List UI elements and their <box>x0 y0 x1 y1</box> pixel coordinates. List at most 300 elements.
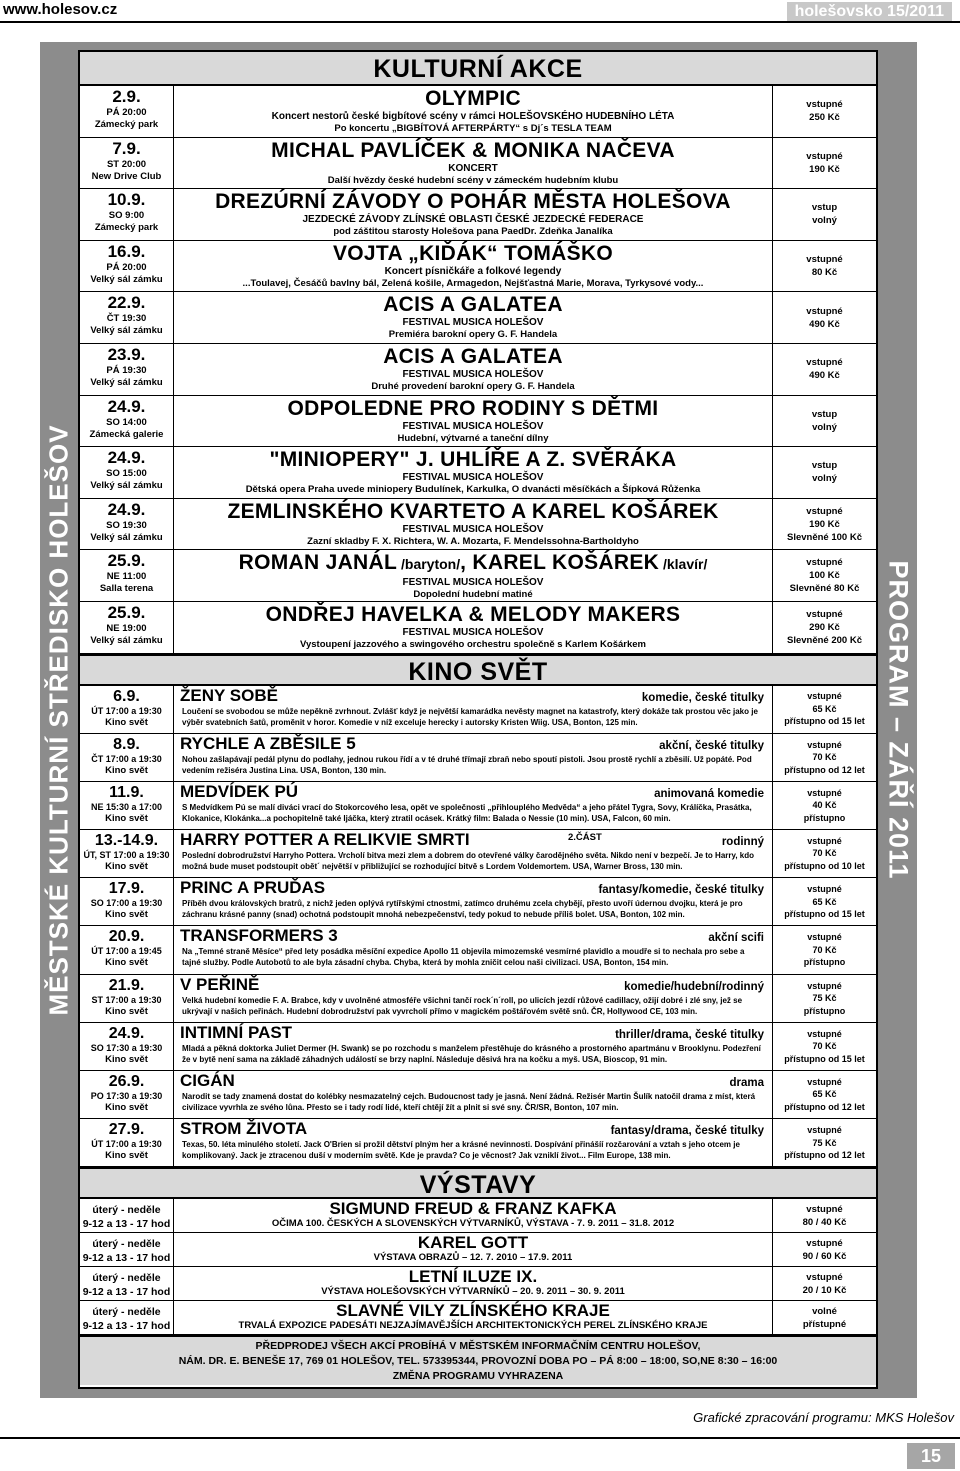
akce-list <box>80 86 876 654</box>
film-description: Poslední dobrodružství Harryho Pottera. Vrcholí bitva mezi zlem a dobrem do otevřené války čarodějného světa. Nikdo není v bezpečí. Je to Harry, kdo možná bude muset podstoupit obět´ největší v přibližující se rozhodující bitvě s Lordem Voldemortem. USA, Warner Bross, 130 min. <box>182 851 755 872</box>
event-title-text: ONDŘEJ HAVELKA & MELODY MAKERS <box>265 602 681 626</box>
exhibition-price-cell <box>772 1199 876 1232</box>
film-title: MEDVÍDEK PÚ <box>180 781 299 801</box>
event-row <box>80 396 876 448</box>
event-title-text: VOJTA „KIĎÁK“ TOMÁŠKO <box>332 241 614 265</box>
film-time: ST 17:00 a 19:30 <box>91 994 162 1005</box>
film-date: 13.-14.9. <box>94 832 159 850</box>
film-title: RYCHLE A ZBĚSILE 5 <box>180 733 356 753</box>
price-label: vstup <box>811 460 838 472</box>
event-title <box>174 447 772 472</box>
film-time: SO 17:00 a 19:30 <box>90 898 163 909</box>
presale-info <box>80 1335 876 1385</box>
film-genre: komedie, české titulky <box>641 691 764 704</box>
section-title-kulturni-akce: KULTURNÍ AKCE <box>80 52 876 86</box>
exhibition-title: SIGMUND FREUD & FRANZ KAFKA <box>329 1199 617 1219</box>
page-number: 15 <box>907 1443 955 1469</box>
event-main-cell <box>174 86 772 137</box>
film-title: ŽENY SOBĚ <box>180 685 278 705</box>
event-date: 23.9. <box>107 344 146 364</box>
event-detail: Druhé provedení barokní opery G. F. Handela <box>371 380 575 392</box>
film-price-cell <box>772 878 876 925</box>
event-time: SO 14:00 <box>106 416 147 428</box>
exhibition-row <box>80 1199 876 1233</box>
right-side-text: PROGRAM – ZÁŘÍ 2011 <box>883 560 914 880</box>
event-detail: Hudební, výtvarné a taneční dílny <box>397 432 549 444</box>
film-date-cell <box>80 878 174 925</box>
film-date-cell <box>80 975 174 1022</box>
film-date: 24.9. <box>108 1024 145 1042</box>
price-discount: Slevněné 100 Kč <box>787 531 862 543</box>
film-description: Texas, 50. léta minulého století. Jack O'Brien si prožil dětství plným her a krásné nevinnosti. Dospívání přinášíí rozčarování a vztah s jeho otcem je komplikovaný. Jack je ztracenou duší v moderním světě. Kde je pravda? Co je věcnost? Jak vzniklí život... Film Europe, 138 min. <box>182 1140 740 1161</box>
film-part-note: 2.ČÁST <box>568 832 602 844</box>
film-date: 20.9. <box>108 928 145 946</box>
event-time: SO 9:00 <box>108 210 145 222</box>
film-main-cell <box>174 878 772 925</box>
event-price-cell <box>772 241 876 292</box>
event-place: Salla terena <box>99 583 154 595</box>
event-date: 16.9. <box>107 241 146 261</box>
film-place: Kino svět <box>105 716 148 728</box>
event-subtitle: FESTIVAL MUSICA HOLEŠOV <box>402 420 544 432</box>
event-date-cell <box>80 138 174 189</box>
film-place: Kino svět <box>105 812 148 824</box>
event-date-cell <box>80 602 174 653</box>
film-main-cell <box>174 1071 772 1118</box>
film-genre: komedie/hudební/rodinný <box>624 980 764 993</box>
film-genre: fantasy/komedie, české titulky <box>598 884 764 897</box>
price-label: vstupné <box>807 691 842 702</box>
event-detail: Vystoupení jazzového a swingového orchestru společně s Karlem Košárkem <box>300 638 646 650</box>
event-place: Zámecká galerie <box>89 428 164 440</box>
price-discount: Slevněné 200 Kč <box>787 634 862 646</box>
event-detail: Premiéra barokní opery G. F. Handela <box>388 329 558 341</box>
price-value: 40 Kč <box>812 800 837 811</box>
event-price-cell <box>772 189 876 240</box>
event-time: PÁ 20:00 <box>106 261 147 273</box>
exhibition-main-cell <box>174 1199 772 1232</box>
price-label: vstupné <box>806 254 843 266</box>
event-time: NE 11:00 <box>106 571 147 583</box>
event-place: New Drive Club <box>91 170 162 182</box>
event-title <box>174 189 772 214</box>
film-place: Kino svět <box>105 909 148 921</box>
film-genre: animovaná komedie <box>654 787 764 800</box>
exhibition-days-cell <box>80 1199 174 1232</box>
event-date-cell <box>80 344 174 395</box>
event-date-cell <box>80 447 174 498</box>
event-main-cell <box>174 138 772 189</box>
film-title: CIGÁN <box>180 1071 235 1091</box>
event-time: ST 20:00 <box>106 158 147 170</box>
event-title <box>174 396 772 421</box>
event-place: Zámecký park <box>94 119 159 130</box>
event-title-text: DREZÚRNÍ ZÁVODY O POHÁR MĚSTA HOLEŠOVA <box>215 190 731 214</box>
event-title-text: OLYMPIC <box>425 87 521 110</box>
event-date: 24.9. <box>107 448 146 468</box>
event-date: 22.9. <box>107 293 146 313</box>
exhibition-main-cell <box>174 1233 772 1266</box>
event-detail: ...Toulavej, Česáčů bavlny bál, Zelená košile, Armagedon, Nejšťastná Marie, Morava, Tyrkysové vody... <box>242 277 704 289</box>
price-value: 190 Kč <box>809 518 840 530</box>
event-title <box>174 602 772 627</box>
film-row <box>80 1023 876 1071</box>
issue-label: holešovsko 15/2011 <box>787 2 952 22</box>
film-title: INTIMNÍ PAST <box>180 1022 293 1042</box>
event-row <box>80 499 876 551</box>
film-date: 8.9. <box>113 735 140 753</box>
film-title: STROM ŽIVOTA <box>180 1119 308 1139</box>
price-label: vstupné <box>806 1203 843 1215</box>
event-date-cell <box>80 396 174 447</box>
price-value: 65 Kč <box>812 1089 837 1100</box>
event-date: 24.9. <box>107 499 146 519</box>
page-header <box>0 0 960 24</box>
event-date-cell <box>80 550 174 601</box>
event-row <box>80 241 876 293</box>
age-rating: přístupno od 15 let <box>784 1053 865 1064</box>
event-time: PÁ 20:00 <box>106 107 147 118</box>
film-row <box>80 1119 876 1167</box>
price-label: vstupné <box>807 932 842 943</box>
event-price-cell <box>772 292 876 343</box>
exhibition-row <box>80 1267 876 1301</box>
exhibition-days-cell <box>80 1267 174 1300</box>
event-row <box>80 292 876 344</box>
exhibition-days: úterý - neděle <box>92 1272 161 1285</box>
event-title <box>174 499 772 524</box>
event-row <box>80 344 876 396</box>
exhibition-days: úterý - neděle <box>92 1238 161 1251</box>
exhibition-main-cell <box>174 1267 772 1300</box>
event-subtitle: FESTIVAL MUSICA HOLEŠOV <box>402 523 544 535</box>
age-rating: přístupno od 10 let <box>784 860 865 871</box>
exhibition-title: KAREL GOTT <box>417 1233 529 1253</box>
film-main-cell <box>174 734 772 781</box>
event-subtitle: FESTIVAL MUSICA HOLEŠOV <box>402 626 544 638</box>
price-label: vstupné <box>806 608 843 620</box>
film-time: NE 15:30 a 17:00 <box>90 801 163 812</box>
film-genre: fantasy/drama, české titulky <box>610 1125 764 1138</box>
program-table <box>78 50 878 1389</box>
exhibition-price-cell <box>772 1233 876 1266</box>
event-row <box>80 602 876 654</box>
exhibition-days: úterý - neděle <box>92 1204 161 1217</box>
event-date: 2.9. <box>112 87 141 106</box>
left-side-banner <box>40 380 78 1060</box>
exhibition-price-cell <box>772 1301 876 1334</box>
event-price-cell <box>772 447 876 498</box>
event-row <box>80 550 876 602</box>
event-subtitle: Koncert písničkáře a folkové legendy <box>384 265 562 277</box>
film-main-cell <box>174 926 772 973</box>
film-title: V PEŘINĚ <box>180 974 260 994</box>
price-value: 20 / 10 Kč <box>802 1284 847 1296</box>
film-date-cell <box>80 782 174 829</box>
price-label: vstupné <box>807 835 842 846</box>
film-place: Kino svět <box>105 764 148 776</box>
event-main-cell <box>174 499 772 550</box>
event-place: Velký sál zámku <box>90 325 163 337</box>
event-price-cell <box>772 138 876 189</box>
exhibition-price-cell <box>772 1267 876 1300</box>
event-place: Velký sál zámku <box>90 531 163 543</box>
film-description: Loučení se svobodou se může nepěkně zvrhnout. Zvlášť když je největší kamarádka nevěsty magnet na katastrofy, který dokáže tak prostou věc jako je výběr svatebních šatů, proměnit v horor. Komedie v níž exceluje herecky i autorsky Kristen Wiig. USA, Bonton, 125 min. <box>182 706 758 727</box>
event-subtitle: Koncert nestorů české bigbítové scény v rámci HOLEŠOVSKÉHO HUDEBNÍHO LÉTA <box>271 111 675 122</box>
price-value: 65 Kč <box>812 896 837 907</box>
event-title-text: MICHAL PAVLÍČEK & MONIKA NAČEVA <box>271 138 675 162</box>
event-price-cell <box>772 550 876 601</box>
event-price-cell <box>772 499 876 550</box>
price-label: volné <box>812 1305 837 1317</box>
site-url[interactable]: www.holesov.cz <box>3 1 118 18</box>
event-title-text: "MINIOPERY" J. UHLÍŘE A Z. SVĚRÁKA <box>269 448 677 472</box>
event-subtitle: KONCERT <box>448 162 498 174</box>
footer-rule <box>0 1437 960 1439</box>
event-date-cell <box>80 292 174 343</box>
age-rating: přístupno <box>803 957 846 968</box>
exhibition-detail: VÝSTAVA OBRAZŮ – 12. 7. 2010 – 17.9. 2011 <box>373 1252 573 1264</box>
film-row <box>80 782 876 830</box>
event-time: PÁ 19:30 <box>106 364 147 376</box>
exhibition-hours: 9-12 a 13 - 17 hod <box>82 1320 171 1333</box>
event-title-role: /baryton/ <box>397 556 461 573</box>
film-date-cell <box>80 926 174 973</box>
event-row <box>80 447 876 499</box>
event-main-cell <box>174 602 772 653</box>
price-value: 80 Kč <box>811 267 838 279</box>
price-label: vstup <box>811 408 838 420</box>
film-place: Kino svět <box>105 1005 148 1017</box>
header-rule <box>0 21 960 23</box>
exhibition-detail: OČIMA 100. ČESKÝCH A SLOVENSKÝCH VÝTVARNÍKŮ, VÝSTAVA - 7. 9. 2011 – 31.8. 2012 <box>271 1218 675 1230</box>
event-title-text: ROMAN JANÁL <box>238 551 398 575</box>
price-label: vstupné <box>807 980 842 991</box>
film-date-cell <box>80 1071 174 1118</box>
event-subtitle: FESTIVAL MUSICA HOLEŠOV <box>402 368 544 380</box>
event-detail: Po koncertu „BIGBÍTOVÁ AFTERPÁRTY“ s Dj´s TESLA TEAM <box>334 123 612 134</box>
price-value: přístupné <box>802 1318 847 1330</box>
film-price-cell <box>772 926 876 973</box>
film-title: HARRY POTTER A RELIKVIE SMRTI <box>180 830 470 850</box>
event-date: 10.9. <box>107 190 146 210</box>
event-subtitle: FESTIVAL MUSICA HOLEŠOV <box>402 317 544 329</box>
price-discount: Slevněné 80 Kč <box>789 583 860 595</box>
event-main-cell <box>174 241 772 292</box>
film-time: ÚT 17:00 a 19:45 <box>91 946 162 957</box>
price-value: 75 Kč <box>812 1137 837 1148</box>
event-detail: Dětská opera Praha uvede miniopery Budulínek, Karkulka, O dvanácti měsíčkách a Šípková Růženka <box>245 484 701 496</box>
film-date: 26.9. <box>108 1073 145 1091</box>
event-main-cell <box>174 447 772 498</box>
film-row <box>80 734 876 782</box>
film-price-cell <box>772 1119 876 1166</box>
film-main-cell <box>174 830 772 877</box>
event-price-cell <box>772 602 876 653</box>
event-title-text-2: , KAREL KOŠÁREK <box>460 551 660 575</box>
event-detail: Zazní skladby F. X. Richtera, W. A. Mozarta, F. Mendelssohna-Bartholdyho <box>307 535 639 547</box>
event-title <box>174 292 772 317</box>
price-label: vstupné <box>806 505 843 517</box>
film-place: Kino svět <box>105 1150 148 1162</box>
presale-line-2: NÁM. DR. E. BENEŠE 17, 769 01 HOLEŠOV, TEL. 573395344, PROVOZNÍ DOBA PO – PÁ 8:00 – 18:00, SO,NE 8:30 – 16:00 <box>178 1355 778 1368</box>
event-date: 25.9. <box>107 602 146 622</box>
price-value: 70 Kč <box>812 944 837 955</box>
film-description: Na „Temné straně Měsíce“ před lety posádka měsíční expedice Apollo 11 objevila mimozemské vesmírné plavidlo a moudře si to nechala pro sebe a tajné služby. Podle Autobotů to ale byla zásadní chyba. Chyba, která by mohla zničit celou naši civilizaci. USA, Bonton, 154 min. <box>182 947 745 968</box>
event-time: NE 19:00 <box>106 622 147 634</box>
film-main-cell <box>174 975 772 1022</box>
event-row <box>80 86 876 138</box>
film-time: ÚT 17:00 a 19:30 <box>91 705 162 716</box>
exhibition-row <box>80 1233 876 1267</box>
age-rating: přístupno od 12 let <box>784 1101 865 1112</box>
event-date-cell <box>80 241 174 292</box>
film-main-cell <box>174 782 772 829</box>
left-side-text: MĚSTSKÉ KULTURNÍ STŘEDISKO HOLEŠOV <box>43 424 74 1016</box>
film-description: Mladá a pěkná doktorka Juliet Dermer (H. Swank) se po rozchodu s manželem přestěhuje do krásného a prostorného apartmánu v Brooklynu. Podezření že v bytě není sama na základě záhadných událostí se brzy naplní. Následuje děsivá hra na kočku a myš. USA, Bioscop, 91 min. <box>182 1043 761 1064</box>
credit-line: Grafické zpracování programu: MKS Holešov <box>693 1410 954 1425</box>
event-main-cell <box>174 344 772 395</box>
film-date: 17.9. <box>108 880 145 898</box>
film-row <box>80 1071 876 1119</box>
event-row <box>80 138 876 190</box>
event-time: SO 19:30 <box>106 519 147 531</box>
price-label: vstupné <box>807 1125 842 1136</box>
event-title <box>174 344 772 369</box>
exhibition-detail: TRVALÁ EXPOZICE PADESÁTI NEJZAJÍMAVĚJŠÍCH ARCHITEKTONICKÝCH PEREL ZLÍNSKÉHO KRAJE <box>238 1320 708 1332</box>
price-label: vstupné <box>806 1271 843 1283</box>
price-label: vstupné <box>806 357 843 369</box>
event-title-text: ZEMLINSKÉHO KVARTETO A KAREL KOŠÁREK <box>227 499 719 523</box>
film-row <box>80 878 876 926</box>
price-label: vstup <box>811 202 838 214</box>
price-label: vstupné <box>807 884 842 895</box>
event-date-cell <box>80 86 174 137</box>
exhibition-main-cell <box>174 1301 772 1334</box>
price-value: volný <box>812 421 837 433</box>
price-value: 90 / 60 Kč <box>802 1250 847 1262</box>
age-rating: přístupno od 15 let <box>784 716 865 727</box>
film-date: 27.9. <box>108 1121 145 1139</box>
event-subtitle: FESTIVAL MUSICA HOLEŠOV <box>402 577 544 589</box>
film-date-cell <box>80 734 174 781</box>
film-title: TRANSFORMERS 3 <box>180 926 338 946</box>
exhibition-title: LETNÍ ILUZE IX. <box>408 1267 538 1287</box>
event-main-cell <box>174 396 772 447</box>
exhibition-detail: VÝSTAVA HOLEŠOVSKÝCH VÝTVARNÍKŮ – 20. 9. 2011 – 30. 9. 2011 <box>321 1286 625 1298</box>
film-time: SO 17:30 a 19:30 <box>90 1042 163 1053</box>
film-genre: akční, české titulky <box>659 739 764 752</box>
event-price-cell <box>772 344 876 395</box>
event-detail: Dopolední hudební matiné <box>413 589 533 601</box>
price-value: 250 Kč <box>809 112 840 124</box>
film-place: Kino svět <box>105 1053 148 1065</box>
event-place: Velký sál zámku <box>90 273 163 285</box>
film-price-cell <box>772 782 876 829</box>
price-value: 80 / 40 Kč <box>802 1216 847 1228</box>
event-place: Velký sál zámku <box>90 376 163 388</box>
price-label: vstupné <box>806 1237 843 1249</box>
film-place: Kino svět <box>105 861 148 873</box>
event-main-cell <box>174 189 772 240</box>
price-value: 75 Kč <box>812 993 837 1003</box>
event-price-cell <box>772 86 876 137</box>
event-subtitle: FESTIVAL MUSICA HOLEŠOV <box>402 472 544 484</box>
price-label: vstupné <box>806 305 843 317</box>
film-time: PO 17:30 a 19:30 <box>90 1091 163 1102</box>
film-date: 6.9. <box>113 687 140 705</box>
price-value: 490 Kč <box>809 318 840 330</box>
event-title <box>174 241 772 266</box>
event-title-text: ACIS A GALATEA <box>383 344 563 368</box>
event-title <box>174 86 772 111</box>
event-date: 24.9. <box>107 396 146 416</box>
film-title: PRINC A PRUĎAS <box>180 878 326 898</box>
film-row <box>80 926 876 974</box>
price-label: vstupné <box>807 1076 842 1087</box>
film-row <box>80 975 876 1023</box>
event-row <box>80 189 876 241</box>
film-date: 11.9. <box>109 783 144 801</box>
event-title <box>174 138 772 163</box>
kino-list <box>80 686 876 1168</box>
film-price-cell <box>772 686 876 733</box>
film-main-cell <box>174 1023 772 1070</box>
event-title <box>174 550 772 577</box>
film-date-cell <box>80 686 174 733</box>
section-title-vystavy: VÝSTAVY <box>80 1167 876 1199</box>
film-price-cell <box>772 1023 876 1070</box>
exhibition-days-cell <box>80 1301 174 1334</box>
event-date: 25.9. <box>107 551 146 571</box>
price-value: 65 Kč <box>812 703 837 714</box>
film-date-cell <box>80 830 174 877</box>
price-value: 70 Kč <box>812 752 837 763</box>
right-side-banner <box>879 540 917 900</box>
price-value: 190 Kč <box>809 163 840 175</box>
exhibition-hours: 9-12 a 13 - 17 hod <box>82 1286 171 1299</box>
price-value: volný <box>812 473 837 485</box>
film-time: ÚT 17:00 a 19:30 <box>91 1139 162 1150</box>
age-rating: přístupno od 15 let <box>784 909 865 920</box>
age-rating: přístupno <box>803 1005 846 1016</box>
price-value: 490 Kč <box>809 370 840 382</box>
price-value: volný <box>812 215 837 227</box>
event-detail: pod záštitou starosty Holešova pana PaedDr. Zdeňka Janalíka <box>333 226 613 238</box>
film-genre: akční scifi <box>708 932 764 945</box>
event-place: Zámecký park <box>94 222 159 234</box>
film-price-cell <box>772 1071 876 1118</box>
film-genre: drama <box>729 1077 764 1090</box>
event-price-cell <box>772 396 876 447</box>
section-title-kino: KINO SVĚT <box>80 654 876 686</box>
film-price-cell <box>772 830 876 877</box>
price-value: 70 Kč <box>812 1041 837 1052</box>
presale-line-3: ZMĚNA PROGRAMU VYHRAZENA <box>392 1370 564 1383</box>
film-date-cell <box>80 1023 174 1070</box>
film-date-cell <box>80 1119 174 1166</box>
film-main-cell <box>174 686 772 733</box>
event-title-role-2: /klavír/ <box>659 556 708 573</box>
film-date: 21.9. <box>108 976 145 994</box>
exhibition-hours: 9-12 a 13 - 17 hod <box>82 1252 171 1265</box>
film-description: Narodit se tady znamená dostat do kolébky nesmazatelný cejch. Budoucnost tady je jasná. Není žádná. Režisér Martin Šulík natočil drama z míst, která civilizace vyvrhla ze svého lůna. Přesto se i tady rodí lidé, kteří chtějí žít a plnit si své sny. ČR/SR, Bonton, 107 min. <box>182 1092 756 1113</box>
film-description: S Medvídkem Pú se malí diváci vrací do Stokorcového lesa, opět ve společnosti „přihlouplého Medvěda“ a jeho přátel Tygra, Sovy, Králíčka, Prasátka, Klokanice, Klokánka...a pochopitelně také Ijáčka, který ztratil ocásek. Krátký film: Balada o Nessie (10 min). USA, Falcon, 60 min. <box>182 802 752 823</box>
event-time: SO 15:00 <box>106 468 147 480</box>
exhibition-days: úterý - neděle <box>92 1306 161 1319</box>
film-place: Kino svět <box>105 1102 148 1114</box>
event-date: 7.9. <box>112 138 141 158</box>
